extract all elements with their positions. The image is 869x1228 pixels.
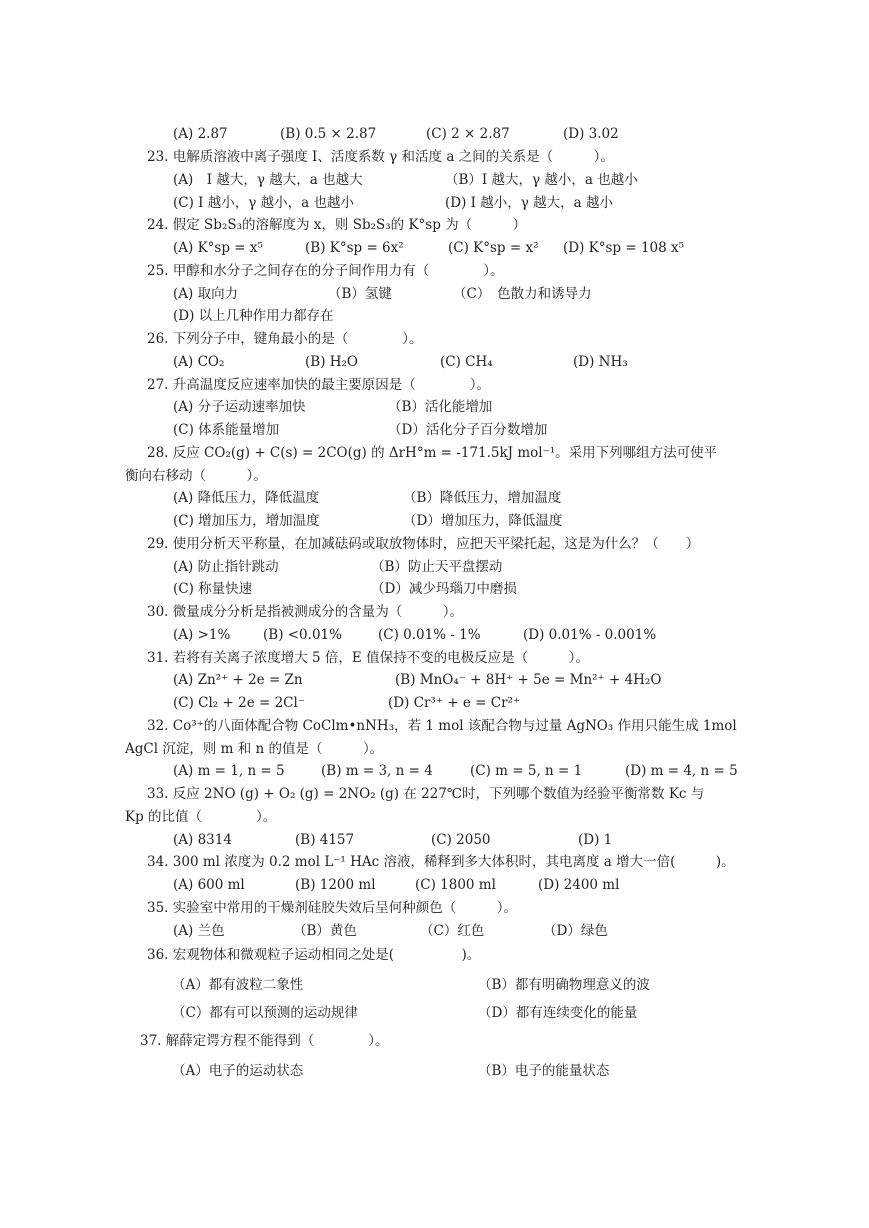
q26-option-c: (C) CH₄	[440, 354, 493, 370]
q36-option-b: （B）都有明确物理意义的波	[478, 977, 650, 993]
q30-stem: 30. 微量成分分析是指被测成分的含量为（ ）。	[147, 604, 464, 620]
q25-option-c: （C） 色散力和诱导力	[453, 286, 592, 302]
q26-option-a: (A) CO₂	[173, 354, 225, 370]
q27-option-c: (C) 体系能量增加	[173, 422, 280, 438]
q32-stem-line2: AgCl 沉淀，则 m 和 n 的值是（ ）。	[125, 741, 384, 757]
q31-option-b: (B) MnO₄⁻ + 8H⁺ + 5e = Mn²⁺ + 4H₂O	[395, 672, 662, 688]
q33-option-a: (A) 8314	[173, 832, 232, 848]
q32-stem-line1: 32. Co³⁺的八面体配合物 CoClm•nNH₃，若 1 mol 该配合物与过量 AgNO₃ 作用只能生成 1mol	[147, 718, 737, 734]
q32-option-c: (C) m = 5, n = 1	[470, 763, 583, 779]
q32-option-d: (D) m = 4, n = 5	[625, 763, 738, 779]
q22-option-a: (A) 2.87	[173, 126, 228, 142]
q30-option-b: (B) <0.01%	[263, 627, 342, 643]
q23-option-b: （B）I 越大，γ 越小，a 也越小	[445, 172, 638, 188]
q35-option-d: （D）绿色	[543, 923, 608, 939]
q25-option-d: (D) 以上几种作用力都存在	[173, 308, 334, 324]
q31-option-c: (C) Cl₂ + 2e = 2Cl⁻	[173, 695, 305, 711]
q36-stem: 36. 宏观物体和微观粒子运动相同之处是( )。	[147, 947, 481, 963]
q28-option-a: (A) 降低压力，降低温度	[173, 490, 320, 506]
q33-option-c: (C) 2050	[431, 832, 491, 848]
q28-option-b: （B）降低压力，增加温度	[403, 490, 562, 506]
q34-option-b: (B) 1200 ml	[295, 877, 376, 893]
q29-option-d: （D）减少玛瑙刀中磨损	[371, 581, 517, 597]
q37-option-b: （B）电子的能量状态	[478, 1063, 610, 1079]
q36-option-c: （C）都有可以预测的运动规律	[172, 1005, 358, 1021]
q30-option-c: (C) 0.01% - 1%	[378, 627, 481, 643]
q33-option-b: (B) 4157	[295, 832, 355, 848]
q26-option-b: (B) H₂O	[305, 354, 358, 370]
q22-option-b: (B) 0.5 × 2.87	[280, 126, 377, 142]
q24-option-c: (C) K°sp = x²	[448, 240, 539, 256]
q23-option-c: (C) I 越小，γ 越小，a 也越小	[173, 195, 354, 211]
q27-stem: 27. 升高温度反应速率加快的最主要原因是（ ）。	[147, 377, 491, 393]
q24-option-a: (A) K°sp = x⁵	[173, 240, 263, 256]
q27-option-b: （B）活化能增加	[388, 399, 493, 415]
q34-stem: 34. 300 ml 浓度为 0.2 mol L⁻¹ HAc 溶液，稀释到多大体积时，其电离度 a 增大一倍( )。	[147, 854, 735, 870]
q36-option-d: （D）都有连续变化的能量	[478, 1005, 638, 1021]
q33-stem-line2: Kp 的比值（ ）。	[125, 809, 277, 825]
q34-option-a: (A) 600 ml	[173, 877, 245, 893]
q25-option-a: (A) 取向力	[173, 286, 239, 302]
q33-option-d: (D) 1	[578, 832, 613, 848]
q28-stem-line1: 28. 反应 CO₂(g) + C(s) = 2CO(g) 的 ΔrH°m = -171.5kJ mol⁻¹。采用下列哪组方法可使平	[147, 445, 718, 461]
q35-stem: 35. 实验室中常用的干燥剂硅胶失效后呈何种颜色（ ）。	[147, 900, 518, 916]
q35-option-b: （B）黄色	[293, 923, 357, 939]
q30-option-a: (A) >1%	[173, 627, 231, 643]
q36-option-a: （A）都有波粒二象性	[172, 977, 304, 993]
q25-stem: 25. 甲醇和水分子之间存在的分子间作用力有（ ）。	[147, 263, 504, 279]
q28-option-c: (C) 增加压力，增加温度	[173, 513, 320, 529]
q29-stem: 29. 使用分析天平称量，在加减砝码或取放物体时，应把天平梁托起，这是为什么？（ ）	[147, 536, 700, 552]
q23-stem: 23. 电解质溶液中离子强度 I、活度系数 γ 和活度 a 之间的关系是（ ）。	[147, 149, 614, 165]
q29-option-a: (A) 防止指针跳动	[173, 559, 279, 575]
q31-option-d: (D) Cr³⁺ + e = Cr²⁺	[388, 695, 521, 711]
q22-option-d: (D) 3.02	[563, 126, 619, 142]
q28-stem-line2: 衡向右移动（ ）。	[125, 468, 267, 484]
q22-option-c: (C) 2 × 2.87	[426, 126, 510, 142]
q28-option-d: （D）增加压力，降低温度	[403, 513, 563, 529]
q26-option-d: (D) NH₃	[573, 354, 628, 370]
q27-option-a: (A) 分子运动速率加快	[173, 399, 306, 415]
q37-stem: 37. 解薛定谔方程不能得到（ ）。	[140, 1033, 389, 1049]
q31-stem: 31. 若将有关离子浓度增大 5 倍，E 值保持不变的电极反应是（ ）。	[147, 650, 589, 666]
q23-option-d: (D) I 越小，γ 越大，a 越小	[445, 195, 613, 211]
q33-stem-line1: 33. 反应 2NO (g) + O₂ (g) = 2NO₂ (g) 在 227℃时，下列哪个数值为经验平衡常数 Kc 与	[147, 786, 705, 802]
q27-option-d: （D）活化分子百分数增加	[388, 422, 548, 438]
q24-option-b: (B) K°sp = 6x²	[305, 240, 404, 256]
q26-stem: 26. 下列分子中，键角最小的是（ ）。	[147, 331, 423, 347]
q37-option-a: （A）电子的运动状态	[172, 1063, 304, 1079]
q34-option-d: (D) 2400 ml	[538, 877, 620, 893]
q35-option-c: （C）红色	[420, 923, 485, 939]
q32-option-a: (A) m = 1, n = 5	[173, 763, 285, 779]
q32-option-b: (B) m = 3, n = 4	[321, 763, 433, 779]
q31-option-a: (A) Zn²⁺ + 2e = Zn	[173, 672, 303, 688]
q23-option-a: (A) I 越大，γ 越大，a 也越大	[173, 172, 363, 188]
q24-option-d: (D) K°sp = 108 x⁵	[563, 240, 685, 256]
q29-option-b: （B）防止天平盘摆动	[371, 559, 503, 575]
q29-option-c: (C) 称量快速	[173, 581, 253, 597]
q30-option-d: (D) 0.01% - 0.001%	[523, 627, 657, 643]
q25-option-b: （B）氢键	[328, 286, 392, 302]
q35-option-a: (A) 兰色	[173, 923, 225, 939]
q34-option-c: (C) 1800 ml	[415, 877, 496, 893]
q24-stem: 24. 假定 Sb₂S₃的溶解度为 x，则 Sb₂S₃的 K°sp 为（ ）	[147, 217, 527, 233]
